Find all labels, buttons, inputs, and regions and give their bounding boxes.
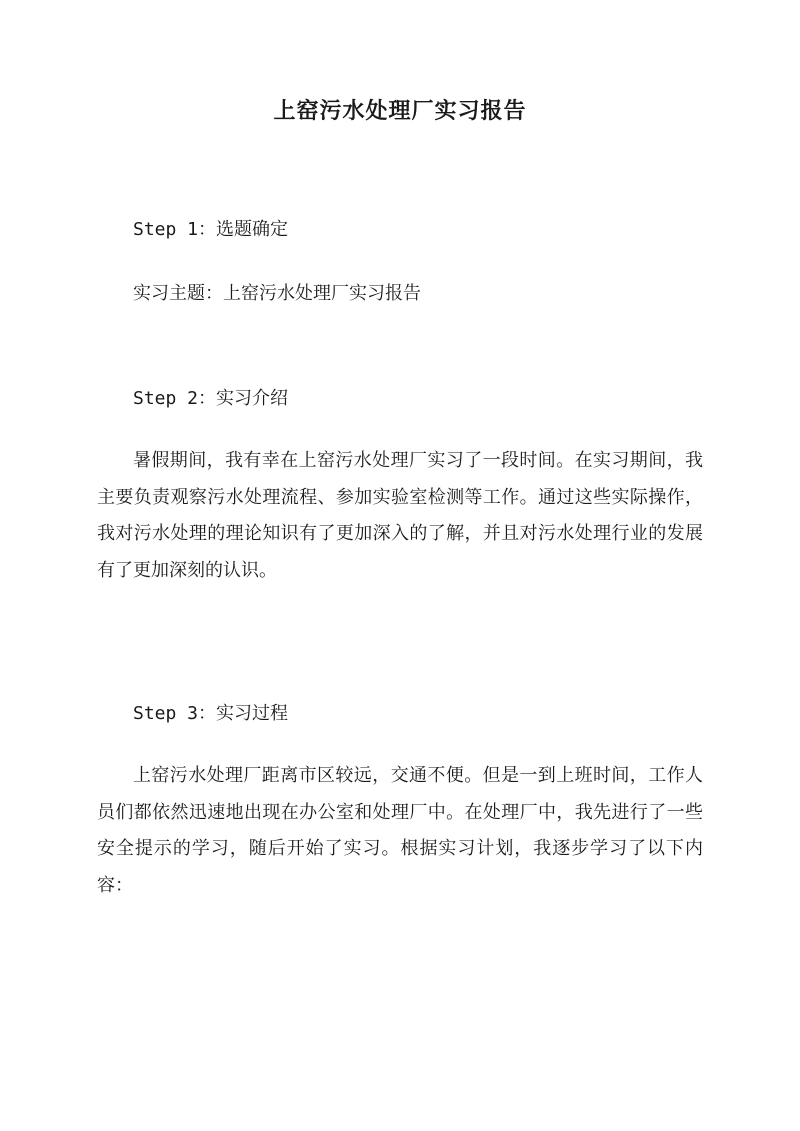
section-heading-step-1: [133, 217, 288, 243]
topic-line: 实习主题：上窑污水处理厂实习报告: [133, 283, 421, 304]
step-title: 选题确定: [216, 219, 289, 240]
document-title: 上窑污水处理厂实习报告: [273, 98, 527, 124]
section-heading-step-2: [133, 386, 288, 412]
step-title: 实习介绍: [216, 388, 289, 409]
step-label: Step 3：: [133, 703, 217, 724]
step-title: 实习过程: [216, 703, 289, 724]
step-label: Step 1：: [133, 219, 217, 240]
step-label: Step 2：: [133, 388, 217, 409]
section-heading-step-3: [133, 701, 288, 727]
intro-paragraph: 暑假期间，我有幸在上窑污水处理厂实习了一段时间。在实习期间，我主要负责观察污水处理流程、参加实验室检测等工作。通过这些实际操作，我对污水处理的理论知识有了更加深入的了解，并且对污水处理行业的发展有了更加深刻的认识。: [97, 450, 703, 581]
process-paragraph: 上窑污水处理厂距离市区较远，交通不便。但是一到上班时间，工作人员们都依然迅速地出现在办公室和处理厂中。在处理厂中，我先进行了一些安全提示的学习，随后开始了实习。根据实习计划，我逐步学习了以下内容：: [97, 765, 703, 896]
